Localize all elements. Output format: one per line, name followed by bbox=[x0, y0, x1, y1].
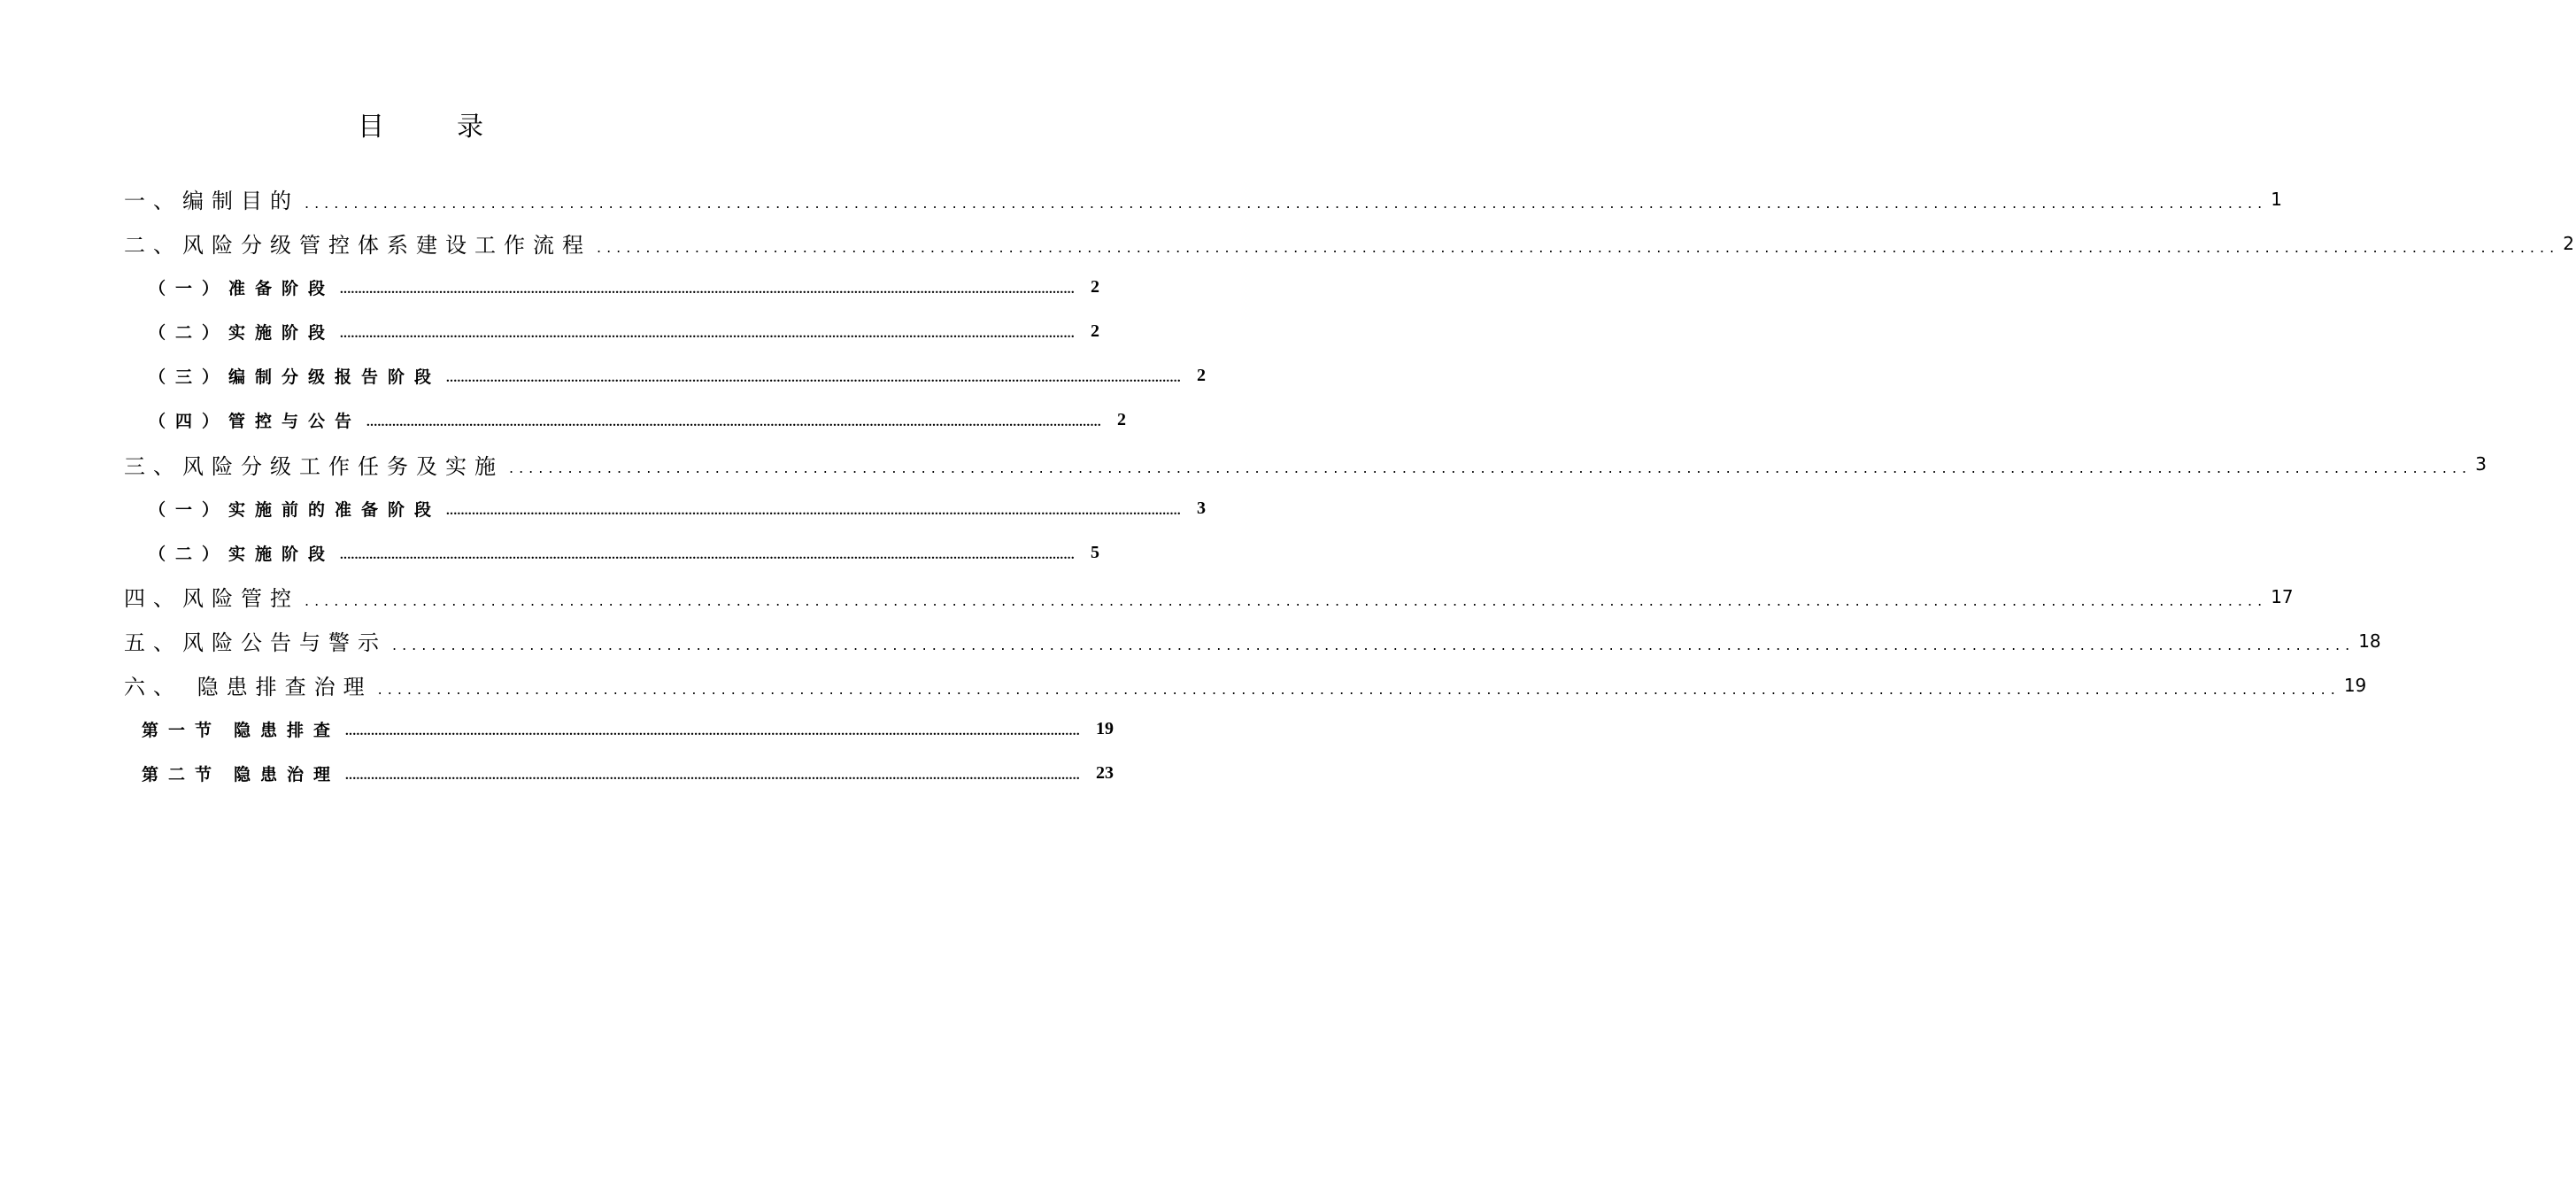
toc-entry[interactable] bbox=[124, 619, 2381, 663]
toc-entry[interactable] bbox=[124, 177, 2282, 221]
page-title: 目录 bbox=[358, 112, 556, 143]
toc-entry[interactable] bbox=[124, 707, 1114, 752]
toc-entry[interactable] bbox=[124, 354, 1207, 398]
toc-page-number: 19 bbox=[1096, 719, 1114, 739]
toc-entry-label: （一）准备阶段 bbox=[149, 279, 335, 299]
toc-entry-label: （三）编制分级报告阶段 bbox=[149, 367, 442, 387]
toc-entry-label: 一、编制目的 bbox=[124, 189, 299, 214]
toc-dot-leader: ........................................................................................................................................................................................................ bbox=[446, 371, 1182, 385]
toc-entry-label: （四）管控与公告 bbox=[149, 411, 362, 431]
toc-entry-label: （二）实施阶段 bbox=[149, 323, 335, 344]
toc-entry[interactable] bbox=[124, 575, 2294, 619]
toc-page-number: 2 bbox=[1091, 321, 1100, 342]
toc-entry-label bbox=[142, 761, 340, 785]
toc-entry[interactable] bbox=[124, 530, 1100, 575]
table-of-contents bbox=[124, 177, 2574, 795]
toc-entry[interactable] bbox=[124, 310, 1100, 354]
toc-section-number: 第二节 bbox=[142, 765, 222, 785]
toc-entry-label: 三、风险分级工作任务及实施 bbox=[124, 453, 504, 479]
toc-page-number: 17 bbox=[2271, 585, 2294, 607]
toc-section-title: 隐患排查 bbox=[234, 721, 341, 741]
toc-page-number: 19 bbox=[2343, 674, 2367, 696]
toc-dot-leader: ........................................................................................................................................................................................................ bbox=[305, 591, 2268, 609]
toc-dot-leader: ........................................................................................................................................................................................................ bbox=[345, 769, 1081, 784]
toc-page-number: 1 bbox=[2271, 188, 2282, 210]
toc-section-number: 第一节 bbox=[142, 721, 222, 741]
toc-entry[interactable] bbox=[124, 221, 2574, 266]
toc-entry[interactable] bbox=[124, 266, 1100, 310]
toc-entry[interactable] bbox=[124, 486, 1207, 530]
toc-page-number: 5 bbox=[1091, 542, 1100, 562]
toc-entry-label bbox=[142, 717, 340, 741]
toc-dot-leader: ........................................................................................................................................................................................................ bbox=[446, 503, 1182, 518]
toc-dot-leader: ........................................................................................................................................................................................................ bbox=[366, 414, 1102, 429]
toc-dot-leader: ........................................................................................................................................................................................................ bbox=[345, 724, 1081, 739]
toc-dot-leader: ........................................................................................................................................................................................................ bbox=[392, 636, 2356, 653]
toc-dot-leader: ........................................................................................................................................................................................................ bbox=[340, 327, 1076, 342]
toc-entry-label: （二）实施阶段 bbox=[149, 544, 335, 564]
toc-page-number: 3 bbox=[2475, 453, 2487, 475]
toc-page-number: 18 bbox=[2358, 630, 2381, 652]
toc-page-number: 3 bbox=[1197, 498, 1207, 518]
toc-entry-label: 六、 隐患排查治理 bbox=[124, 675, 373, 700]
toc-page-number: 2 bbox=[1197, 366, 1207, 385]
toc-page-number: 2 bbox=[2563, 232, 2574, 254]
toc-entry-label: 五、风险公告与警示 bbox=[124, 630, 387, 656]
toc-dot-leader: ........................................................................................................................................................................................................ bbox=[377, 680, 2341, 698]
toc-dot-leader: ........................................................................................................................................................................................................ bbox=[597, 238, 2560, 256]
toc-entry-label: 二、风险分级管控体系建设工作流程 bbox=[124, 233, 591, 259]
toc-entry[interactable] bbox=[124, 398, 1127, 442]
toc-entry[interactable] bbox=[124, 663, 2367, 707]
toc-page-number: 2 bbox=[1091, 277, 1100, 298]
toc-entry-label: （一）实施前的准备阶段 bbox=[149, 499, 442, 520]
toc-entry[interactable] bbox=[124, 752, 1114, 796]
toc-section-title: 隐患治理 bbox=[234, 765, 341, 785]
toc-page-number: 2 bbox=[1117, 409, 1127, 429]
toc-dot-leader: ........................................................................................................................................................................................................ bbox=[340, 547, 1076, 562]
toc-page-number: 23 bbox=[1096, 763, 1114, 784]
toc-entry[interactable] bbox=[124, 442, 2487, 486]
toc-dot-leader: ........................................................................................................................................................................................................ bbox=[340, 282, 1076, 298]
toc-dot-leader: ........................................................................................................................................................................................................ bbox=[305, 194, 2268, 212]
toc-dot-leader: ........................................................................................................................................................................................................ bbox=[509, 460, 2472, 477]
toc-entry-label: 四、风险管控 bbox=[124, 586, 299, 612]
